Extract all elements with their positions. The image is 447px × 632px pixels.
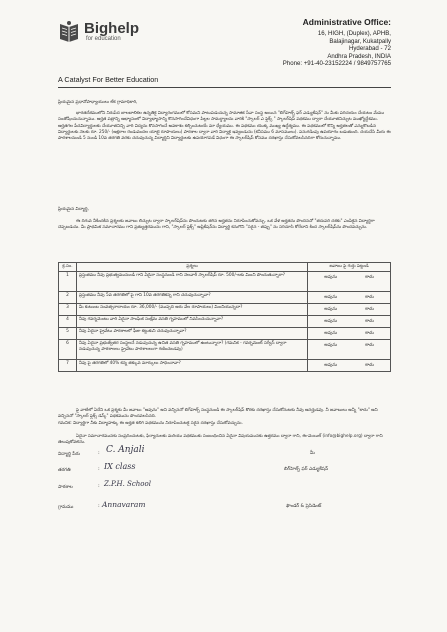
answer-no[interactable]: కాదు	[365, 331, 374, 336]
school-label: పాఠశాల	[58, 485, 73, 490]
salutation: ప్రియమైన ప్రధానోపాధ్యాయులు లేక గ్రామాధికారి,	[58, 100, 138, 105]
answer-no[interactable]: కాదు	[365, 275, 374, 280]
book-logo-icon	[58, 20, 80, 44]
logo-name: Bighelp	[84, 20, 139, 37]
question-text: ప్రస్తుతము నీవు ప్రభుత్వమునుండి గాని ఏదైనా సంస్థనుండి గాని నెలవారీ స్కాలర్‌షిప్ రూ. 500/-లకు మించి పొందుతున్నారా?	[76, 272, 307, 292]
question-text: నీవు ఏదైనా ప్రభుత్వేతర సంస్థలచే నడుపుచున్న ఉచిత వసతి గృహములో ఉంటున్నారా? (గమనిక - గవర్నమెంట్ సర్వీస్ ద్వారా నడుపుచున్న పాఠశాలలు ప్రైవేటు పాఠశాలలుగా గణించబడవు)	[76, 340, 307, 360]
logo-subtitle: for education	[86, 36, 121, 42]
table-row	[59, 328, 391, 340]
village-value[interactable]: Annavaram	[102, 500, 146, 509]
colon: :	[98, 483, 100, 489]
answer-no[interactable]: కాదు	[365, 295, 374, 300]
row-number: 6	[59, 340, 77, 360]
answer-yes[interactable]: అవును	[324, 319, 338, 324]
instructions-paragraph: ఈ దిగువ నీకిందకిన ప్రశ్నలకు జవాబు లిచ్చుట ద్వారా స్కాలర్‌షిప్‌ను పొందుటకు తగిన అర్హతను నిరూపించుకోవచ్చు. ఒక వేళ అర్హతను పొందినచో "తదుపరి దశకు" ఎంపికైన విద్యార్థిగా చెప్పబడును. మీ ప్రాథమిక సమాచారము గాని ప్రత్యుత్తరమును గాని, "స్కాలర్ ఫ్లెక్స్" అప్లికేషన్‌ను విద్యార్థి కనుగొని "సరైన - తప్పు" ను సరిచూసి కోరేదాని కింద స్కాలర్‌షిప్‌ను పొందవచ్చును.	[58, 219, 377, 231]
answer-yes[interactable]: అవును	[324, 307, 338, 312]
office-address	[283, 17, 391, 68]
bighelp-logo	[58, 20, 139, 44]
answer-no[interactable]: కాదు	[365, 307, 374, 312]
eligibility-table	[58, 262, 391, 372]
sign-yours: మీ	[310, 451, 315, 456]
office-line: Andhra Pradesh, INDIA	[327, 52, 391, 60]
office-line: 16, HIGH, (Duplex), APHB,	[317, 30, 391, 37]
row-number: 5	[59, 328, 77, 340]
answer-yes[interactable]: అవును	[324, 343, 338, 348]
question-text: ప్రస్తుతము నీవు 5వ తరగతిలో పై గాని 10వ తరగతికన్న గాని చదువుచున్నావా?	[76, 292, 307, 304]
office-title: Administrative Office:	[302, 17, 391, 27]
row-number: 3	[59, 304, 77, 316]
sign-organization: బిగ్‌హెల్ప్ ఫర్ ఎడ్యుకేషన్	[284, 467, 329, 472]
answer-yes[interactable]: అవును	[324, 275, 338, 280]
student-name-label: విద్యార్థి పేరు	[58, 452, 80, 457]
header-questions: ప్రశ్నలు	[76, 263, 307, 272]
answer-yes[interactable]: అవును	[324, 331, 338, 336]
contact-paragraph: ఏదైనా సమాచారమునకు సంప్రదించుటకు, ఫిర్యాదులకు మరియు పథకముకు సంబంధించిన ఏదైనా విషయమునకు ఉత్తరము ద్వారా గాని, ఈ-మెయిల్ (info@bighelp.org) ద్వారా గాని తెలుపుకోవలెను.	[58, 434, 385, 446]
office-line: Hyderabad - 72	[348, 45, 391, 53]
office-line: Balajinagar, Kukatpally	[329, 37, 391, 45]
row-number: 7	[59, 360, 77, 372]
row-number: 2	[59, 292, 77, 304]
question-text: నీవు ఏదైనా ప్రైవేటు పాఠశాలలో ఫీజు కట్టుకుని చదువుచున్నావా?	[76, 328, 307, 340]
student-name-value[interactable]: C. Anjali	[106, 445, 145, 455]
note-paragraph: గమనిక: విద్యార్థిగా నీకు విద్యాహక్కు ఈ అర్హత కలిగి పథకమును నిరూపించుటకై సరైన దరఖాస్తు చేసుకోవచ్చును.	[58, 421, 243, 426]
colon: :	[98, 466, 100, 472]
question-text: మీ కుటుంబ సంవత్సరాదాయం రూ. 36,000/- (ముప్పది ఆరు వేల రూపాయలు) మించియున్నదా?	[76, 304, 307, 316]
table-row	[59, 304, 391, 316]
header-answer: జవాబు పై గుర్తు పెట్టండి	[308, 263, 391, 272]
village-label: గ్రామము	[58, 505, 74, 510]
student-greeting: ప్రియమైన విద్యార్థి,	[58, 207, 89, 212]
table-row	[59, 292, 391, 304]
row-number: 4	[59, 316, 77, 328]
intro-paragraph: భారతదేశములోని నిరుపేద బాలబాలికల ఉన్నతికై విద్యారంగములో కోసమని పాటుపడుచున్న సామాజిక సేవా సంస్థ అయిన "బిగ్‌హెల్ప్ ఫర్ ఎడ్యుకేషన్" ను మీకు పరిచయం చేయటం మేము సంతోషించుచున్నాము. అర్హత పత్రాన్ని అభ్యాసంలో విద్యాభ్యాసాన్ని కొనసాగించేవిధంగా పిల్లల సామర్థ్యాలను వారికి "స్కాలర్ ఎ ఫ్లెక్స్ " స్కాలర్‌షిప్ పథకము ద్వారా చేయూతనిచ్చుట ముఖ్యోద్దేశము. అర్హతగల పేదవిద్యార్థులకు చేయూతనిచ్చి వారి విద్యను కొనసాగించే అవకాశం కల్పించుటయే మా ధ్యేయము. ఈ పథకము యొక్క ముఖ్య ఉద్దేశ్యము. ఈ పథకములో కొన్ని అర్హతలతో ఎన్నుకొబడిన విద్యార్థులకు నెలకు రూ. 250/- (అక్షరాల రెండువందల యాభై రూపాయలు) పాఠశాల ద్వారా వారి విద్యాకై ఇవ్వబడును (కనీసము 6 మాసములు). పనుగడింపు ఉపయోగం బడుతుంది. దయచేసి మీరు ఈ పాఠశాలనుండి 5 నుండి 10వ తరగతి వరకు చదువుచున్న విద్యార్థిని విద్యార్థులకు ఉపయోగపడే విధంగా ఈ స్కాలర్‌షిప్ కోసము దరఖాస్తు చేసుకోవలసినదిగా కోరుచున్నాము.	[58, 111, 393, 142]
question-text: నీవు పై తరగతిలో 40% కన్న తక్కువ మార్కులు సాధించావా?	[76, 360, 307, 372]
answer-yes[interactable]: అవును	[324, 295, 338, 300]
answer-no[interactable]: కాదు	[365, 319, 374, 324]
class-label: తరగతి	[58, 468, 71, 473]
question-text: నీవు గవర్నమెంటు వారి ఏదైనా సాంఘిక సంక్షేమ వసతి గృహములో నివసించుచున్నావా?	[76, 316, 307, 328]
class-value[interactable]: IX class	[104, 462, 136, 471]
header-serial: క్ర.సం.	[59, 263, 77, 272]
colon: :	[98, 503, 100, 509]
school-value[interactable]: Z.P.H. School	[104, 480, 151, 488]
colon: :	[98, 450, 100, 456]
tagline: A Catalyst For Better Education	[58, 75, 159, 84]
answer-yes[interactable]: అవును	[324, 363, 338, 368]
result-paragraph: పై వాటిలో ఏదేని ఒక ప్రశ్నకు మీ జవాబు "అవును" అని వచ్చినచో బిగ్‌హెల్ప్ సంస్థనుండి ఈ స్కాలర్‌షిప్ కొరకు దరఖాస్తు చేసుకోనుటకు నీవు అనర్హుడవు. నీ జవాబులు అన్నీ "కాదు" అని వచ్చినచో "స్కాలర్ ఫ్లెక్స్ డెస్క్" పథకమును పొందవలసినది.	[58, 408, 379, 420]
sign-designation: ఫౌండర్ & ప్రెసిడెంట్	[286, 504, 322, 509]
table-row	[59, 340, 391, 360]
table-row	[59, 272, 391, 292]
header-divider	[58, 87, 391, 88]
table-header-row	[59, 263, 391, 272]
row-number: 1	[59, 272, 77, 292]
answer-no[interactable]: కాదు	[365, 343, 374, 348]
office-phone: Phone: +91-40-23152224 / 9849757765	[282, 60, 391, 68]
table-row	[59, 316, 391, 328]
answer-no[interactable]: కాదు	[365, 363, 374, 368]
table-row	[59, 360, 391, 372]
